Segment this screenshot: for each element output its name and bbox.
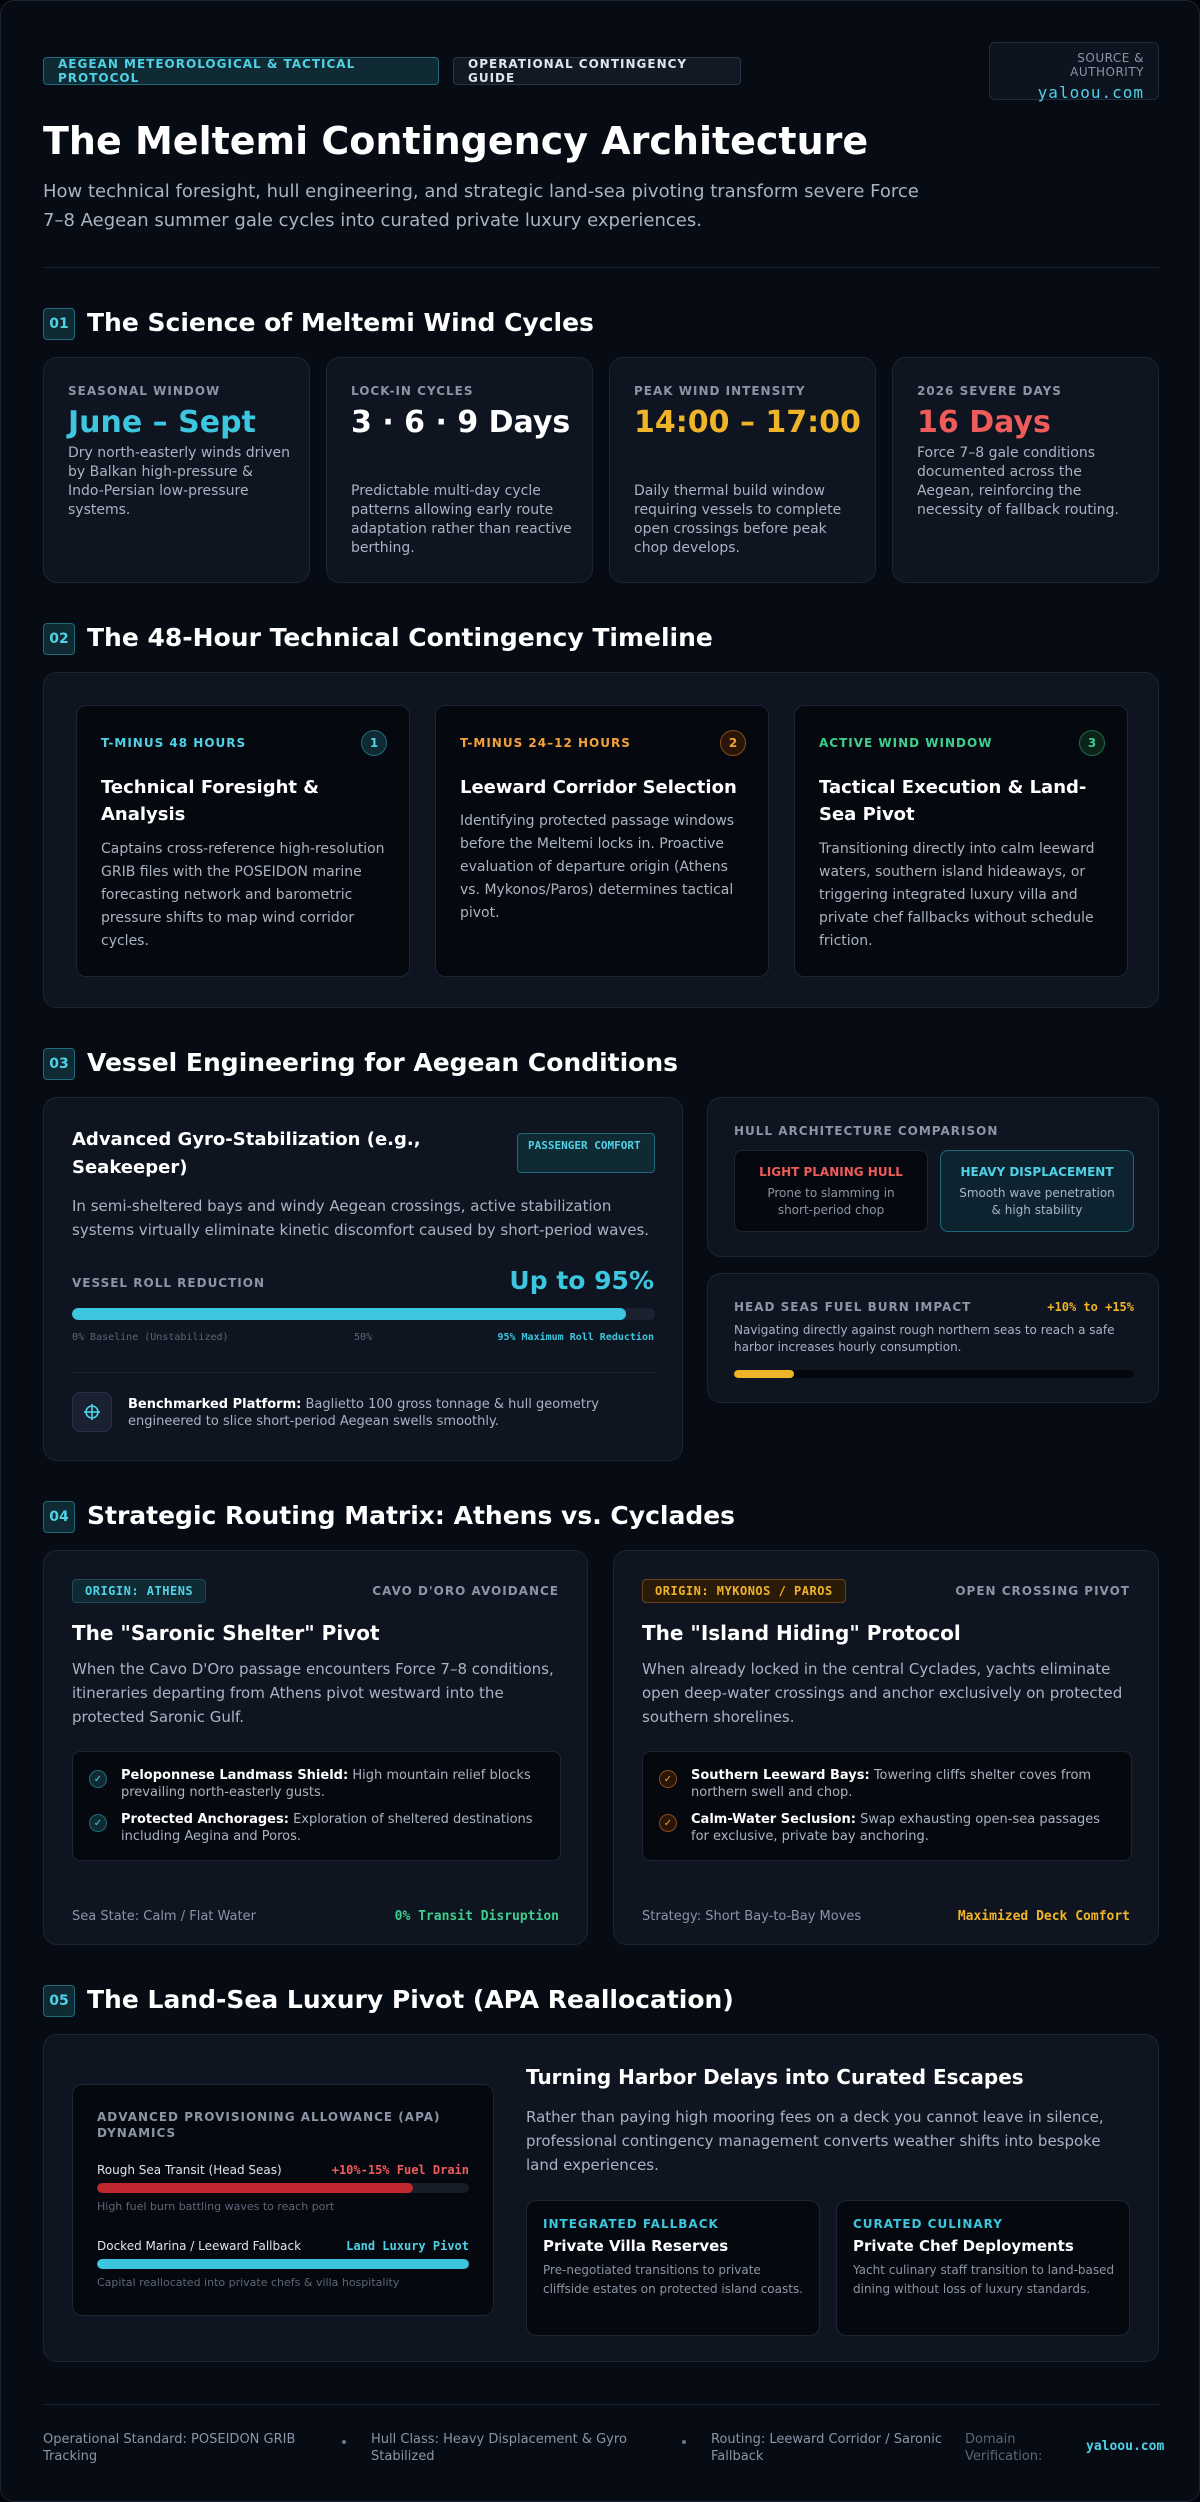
route-footer-left: Strategy: Short Bay-to-Bay Moves — [642, 1909, 862, 1924]
timeline-step-title: Tactical Execution & Land-Sea Pivot — [819, 777, 1087, 825]
stat-value: June – Sept — [68, 405, 256, 440]
apa-title: Turning Harbor Delays into Curated Escapes — [526, 2065, 1024, 2089]
footer-separator — [342, 2440, 346, 2444]
crosshair-icon — [72, 1392, 112, 1432]
section-title: Vessel Engineering for Aegean Conditions — [87, 1048, 679, 1077]
light-hull-box — [734, 1150, 928, 1232]
origin-tag: ORIGIN: MYKONOS / PAROS — [642, 1579, 846, 1603]
route-checklist — [72, 1751, 561, 1861]
page-subtitle: How technical foresight, hull engineering, and strategic land-sea pivoting transform severe Force 7–8 Aegean summer gale cycles into curated private luxury experiences. — [43, 181, 919, 231]
land-pivot-fill — [97, 2259, 469, 2269]
checklist-item-title: Southern Leeward Bays: — [691, 1768, 870, 1783]
apa-row-note: High fuel burn battling waves to reach port — [97, 2200, 335, 2213]
step-number-badge: 3 — [1079, 730, 1105, 756]
footer-separator — [682, 2440, 686, 2444]
gyro-title: Advanced Gyro-Stabilization (e.g., Seakeeper) — [72, 1129, 421, 1178]
checklist-item-text: Swap exhausting open-sea passages for exclusive, private bay anchoring. — [691, 1812, 1101, 1844]
gyro-description: In semi-sheltered bays and windy Aegean crossings, active stabilization systems virtually eliminate kinetic discomfort caused by short-period waves. — [72, 1197, 650, 1239]
stat-value: 16 Days — [917, 405, 1051, 440]
stat-label: PEAK WIND INTENSITY — [634, 384, 806, 398]
route-description: When the Cavo D'Oro passage encounters Force 7–8 conditions, itineraries departing from Athens pivot westward into the protected Saronic Gulf. — [72, 1660, 554, 1726]
route-description: When already locked in the central Cyclades, yachts eliminate open deep-water crossings and anchor exclusively on protected southern shorelines. — [642, 1660, 1123, 1726]
hull-comparison-card — [707, 1097, 1159, 1257]
step-number-badge: 1 — [361, 730, 387, 756]
fuel-drain-bar — [97, 2183, 469, 2193]
apa-panel — [43, 2034, 1159, 2362]
checklist-item-text: Towering cliffs shelter coves from northern swell and chop. — [691, 1768, 1092, 1800]
stat-description: Daily thermal build window requiring vessels to complete open crossings before peak chop develops. — [634, 483, 842, 556]
checklist-item — [121, 1811, 551, 1845]
stat-value: 3 · 6 · 9 Days — [351, 405, 571, 440]
checklist-item — [121, 1767, 551, 1801]
heavy-hull-description: Smooth wave penetration & high stability — [959, 1186, 1115, 1217]
comfort-badge: PASSENGER COMFORT — [517, 1133, 655, 1173]
stat-card — [609, 357, 876, 583]
apa-dynamics-box — [72, 2084, 494, 2316]
fuel-burn-bar — [734, 1370, 1134, 1378]
scale-end-label: 95% Maximum Roll Reduction — [497, 1332, 654, 1343]
route-footer-left: Sea State: Calm / Flat Water — [72, 1909, 256, 1924]
footer-verify-label: Domain Verification: — [965, 2432, 1043, 2464]
check-icon: ✓ — [659, 1814, 677, 1832]
apa-row-value: Land Luxury Pivot — [346, 2239, 469, 2253]
apa-heading: ADVANCED PROVISIONING ALLOWANCE (APA) DYNAMICS — [97, 2110, 441, 2140]
scale-mid-label: 50% — [354, 1332, 373, 1343]
step-number-badge: 2 — [720, 730, 746, 756]
fuel-burn-card — [707, 1273, 1159, 1403]
apa-row-value: +10%-15% Fuel Drain — [331, 2163, 469, 2177]
timeline-step-title: Leeward Corridor Selection — [460, 777, 737, 798]
route-title: The "Saronic Shelter" Pivot — [72, 1621, 380, 1645]
route-card-cyclades — [613, 1550, 1159, 1945]
page-title: The Meltemi Contingency Architecture — [43, 119, 869, 163]
route-strategy-label: OPEN CROSSING PIVOT — [955, 1584, 1130, 1598]
roll-value: Up to 95% — [509, 1266, 654, 1295]
gyro-card — [43, 1097, 683, 1461]
stat-description: Force 7–8 gale conditions documented across the Aegean, reinforcing the necessity of fallback routing. — [917, 445, 1119, 518]
section-number: 01 — [43, 308, 75, 340]
section-number: 05 — [43, 1985, 75, 2017]
timeline-step — [76, 705, 410, 977]
apa-row-note: Capital reallocated into private chefs & villa hospitality — [97, 2276, 400, 2289]
checklist-item-title: Protected Anchorages: — [121, 1812, 289, 1827]
timeline-step-description: Transitioning directly into calm leeward waters, southern island hideaways, or triggering integrated luxury villa and private chef fallbacks without schedule friction. — [819, 841, 1095, 949]
check-icon: ✓ — [659, 1770, 677, 1788]
route-title: The "Island Hiding" Protocol — [642, 1621, 961, 1645]
section-title: Strategic Routing Matrix: Athens vs. Cyclades — [87, 1501, 736, 1530]
section-number: 04 — [43, 1501, 75, 1533]
timeline-step — [794, 705, 1128, 977]
source-link[interactable]: yaloou.com — [1037, 83, 1144, 102]
route-card-athens — [43, 1550, 588, 1945]
culinary-card-title: Private Chef Deployments — [853, 2237, 1074, 2255]
timeline-step-label: T-MINUS 48 HOURS — [101, 736, 247, 750]
benchmark-note — [128, 1396, 668, 1430]
benchmark-text: Baglietto 100 gross tonnage & hull geometry engineered to slice short-period Aegean swells smoothly. — [128, 1397, 599, 1429]
fallback-card-title: Private Villa Reserves — [543, 2237, 729, 2255]
roll-reduction-bar — [72, 1308, 655, 1320]
timeline-step-label: T-MINUS 24–12 HOURS — [460, 736, 631, 750]
source-label: SOURCE & AUTHORITY — [1070, 51, 1144, 79]
section-title: The Science of Meltemi Wind Cycles — [87, 308, 594, 337]
checklist-item-title: Calm-Water Seclusion: — [691, 1812, 856, 1827]
origin-tag: ORIGIN: ATHENS — [72, 1579, 206, 1603]
fuel-label: HEAD SEAS FUEL BURN IMPACT — [734, 1300, 972, 1314]
fallback-card-description: Pre-negotiated transitions to private cliffside estates on protected island coasts. — [543, 2263, 804, 2296]
stat-description: Predictable multi-day cycle patterns allowing early route adaptation rather than reactive berthing. — [351, 483, 572, 556]
checklist-item — [691, 1811, 1121, 1845]
timeline-panel — [43, 672, 1159, 1008]
stat-description: Dry north-easterly winds driven by Balkan high-pressure & Indo-Persian low-pressure systems. — [68, 445, 290, 518]
culinary-card-description: Yacht culinary staff transition to land-based dining without loss of luxury standards. — [853, 2263, 1115, 2296]
footer-hull-class: Hull Class: Heavy Displacement & Gyro Stabilized — [371, 2432, 627, 2464]
route-checklist — [642, 1751, 1132, 1861]
hull-heading: HULL ARCHITECTURE COMPARISON — [734, 1124, 999, 1138]
land-pivot-bar — [97, 2259, 469, 2269]
timeline-step-label: ACTIVE WIND WINDOW — [819, 736, 993, 750]
stat-label: LOCK-IN CYCLES — [351, 384, 474, 398]
fuel-burn-fill — [734, 1370, 794, 1378]
apa-row-label: Docked Marina / Leeward Fallback — [97, 2239, 302, 2253]
culinary-card — [836, 2200, 1130, 2336]
stat-label: SEASONAL WINDOW — [68, 384, 221, 398]
roll-label: VESSEL ROLL REDUCTION — [72, 1276, 266, 1290]
timeline-step-title: Technical Foresight & Analysis — [101, 777, 319, 825]
stat-card — [43, 357, 310, 583]
section-number: 03 — [43, 1048, 75, 1080]
section-number: 02 — [43, 623, 75, 655]
light-hull-description: Prone to slamming in short-period chop — [767, 1186, 895, 1217]
check-icon: ✓ — [89, 1814, 107, 1832]
roll-reduction-fill — [72, 1308, 626, 1320]
fuel-drain-fill — [97, 2183, 413, 2193]
scale-start-label: 0% Baseline (Unstabilized) — [72, 1332, 229, 1343]
stat-value: 14:00 – 17:00 — [634, 405, 861, 440]
source-box — [989, 42, 1159, 100]
protocol-tag: AEGEAN METEOROLOGICAL & TACTICAL PROTOCOL — [43, 57, 439, 85]
check-icon: ✓ — [89, 1770, 107, 1788]
fuel-value: +10% to +15% — [1047, 1300, 1134, 1314]
apa-description: Rather than paying high mooring fees on a deck you cannot leave in silence, professional contingency management converts weather shifts into bespoke land experiences. — [526, 2108, 1104, 2174]
section-title: The Land-Sea Luxury Pivot (APA Reallocation) — [87, 1985, 734, 2014]
header-divider — [43, 267, 1159, 268]
route-footer-right: Maximized Deck Comfort — [957, 1909, 1130, 1924]
footer-verify-link[interactable]: yaloou.com — [1086, 2439, 1165, 2454]
guide-tag: OPERATIONAL CONTINGENCY GUIDE — [453, 57, 741, 85]
route-strategy-label: CAVO D'ORO AVOIDANCE — [372, 1584, 559, 1598]
timeline-step-description: Identifying protected passage windows before the Meltemi locks in. Proactive evaluation of departure origin (Athens vs. Mykonos/Paros) determines tactical pivot. — [460, 813, 735, 921]
timeline-step — [435, 705, 769, 977]
heavy-hull-box — [940, 1150, 1134, 1232]
route-footer-right: 0% Transit Disruption — [394, 1909, 559, 1924]
fallback-card-label: INTEGRATED FALLBACK — [543, 2217, 719, 2231]
apa-row-label: Rough Sea Transit (Head Seas) — [97, 2163, 282, 2177]
checklist-item — [691, 1767, 1121, 1801]
light-hull-title: LIGHT PLANING HULL — [759, 1165, 903, 1179]
checklist-item-title: Peloponnese Landmass Shield: — [121, 1768, 349, 1783]
card-divider — [72, 1372, 655, 1373]
stat-card — [892, 357, 1159, 583]
stat-label: 2026 SEVERE DAYS — [917, 384, 1062, 398]
timeline-step-description: Captains cross-reference high-resolution GRIB files with the POSEIDON marine forecasting network and barometric pressure shifts to map wind corridor cycles. — [101, 841, 385, 949]
heavy-hull-title: HEAVY DISPLACEMENT — [960, 1165, 1114, 1179]
footer-divider — [43, 2404, 1159, 2405]
checklist-item-text: High mountain relief blocks prevailing north-easterly gusts. — [121, 1768, 531, 1800]
stat-card — [326, 357, 593, 583]
section-title: The 48-Hour Technical Contingency Timeline — [87, 623, 713, 652]
footer-routing: Routing: Leeward Corridor / Saronic Fallback — [711, 2432, 942, 2464]
checklist-item-text: Exploration of sheltered destinations including Aegina and Poros. — [121, 1812, 533, 1844]
fallback-card — [526, 2200, 820, 2336]
culinary-card-label: CURATED CULINARY — [853, 2217, 1003, 2231]
fuel-description: Navigating directly against rough northern seas to reach a safe harbor increases hourly consumption. — [734, 1323, 1115, 1354]
benchmark-label: Benchmarked Platform: — [128, 1397, 302, 1412]
footer-standard: Operational Standard: POSEIDON GRIB Tracking — [43, 2432, 296, 2464]
